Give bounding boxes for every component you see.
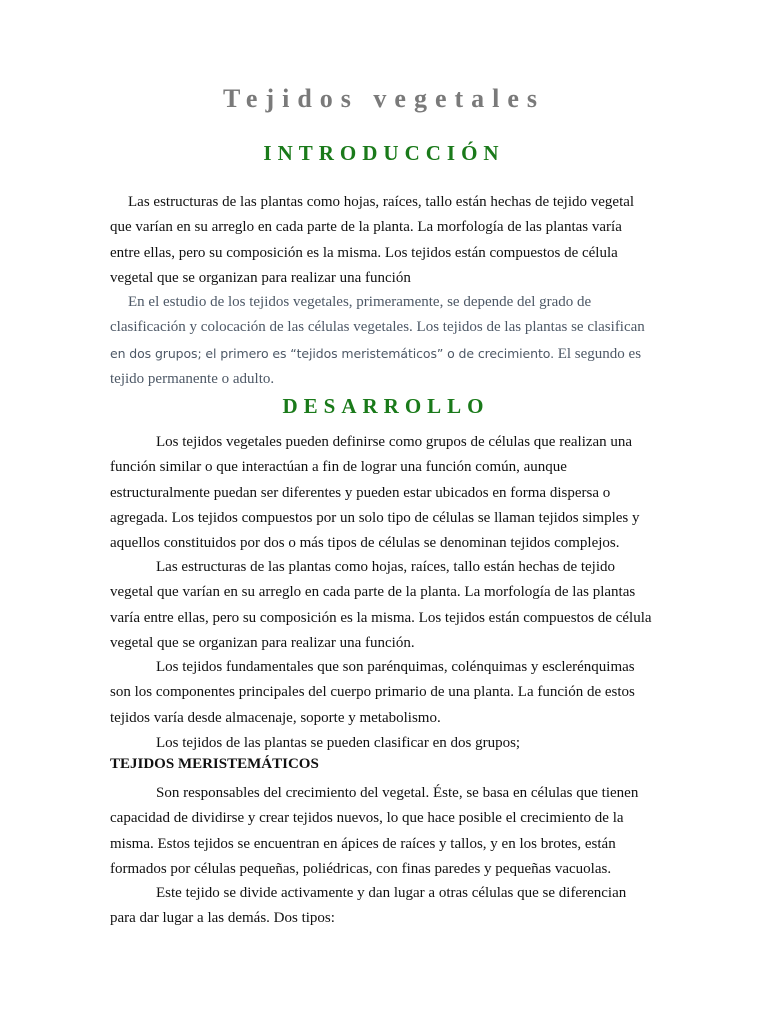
intro-paragraph-1: Las estructuras de las plantas como hojas, raíces, tallo están hechas de tejido vegetal que varían en su arreglo en cada parte de la planta. La morfología de las plantas varía entre ellas, pero su composición es la misma. Los tejidos están compuestos de célula vegetal que se organizan para realizar una función <box>110 194 635 286</box>
desarrollo-paragraph-2: Las estructuras de las plantas como hojas, raíces, tallo están hechas de tejido vegetal que varían en su arreglo en cada parte de la planta. La morfología de las plantas varía entre ellas, pero su composición es la misma. Los tejidos están compuestos de célula vegetal que se organizan para realizar una función. <box>110 559 652 651</box>
introduction-heading: INTRODUCCIÓN <box>263 141 505 165</box>
desarrollo-paragraph-1: Los tejidos vegetales pueden definirse como grupos de células que realizan una función similar o que interactúan a fin de lograr una función común, aunque estructuralmente puedan ser diferentes y pueden estar ubicados en forma dispersa o agregada. Los tejidos compuestos por un solo tipo de células se llaman tejidos simples y aquellos constituidos por dos o más tipos de células se denominan tejidos complejos. <box>110 434 640 552</box>
desarrollo-heading: DESARROLLO <box>282 394 490 418</box>
intro-paragraph-2-part-c: El segundo es tejido permanente o adulto. <box>110 345 642 387</box>
meristematic-paragraph-1: Son responsables del crecimiento del vegetal. Éste, se basa en células que tienen capacidad de dividirse y crear tejidos nuevos, lo que hace posible el crecimiento de la misma. Estos tejidos se encuentran en ápices de raíces y tallos, y en los brotes, están formados por células pequeñas, poliédricas, con finas paredes y pequeñas vacuolas. <box>110 785 639 877</box>
meristematic-subheading: TEJIDOS MERISTEMÁTICOS <box>110 756 319 772</box>
intro-paragraph-2-part-b: en dos grupos; el primero es “tejidos meristemáticos” o de crecimiento. <box>110 345 554 361</box>
document-title: Tejidos vegetales <box>222 84 546 113</box>
intro-paragraph-2 <box>110 290 655 392</box>
meristematic-paragraph-2: Este tejido se divide activamente y dan lugar a otras células que se diferencian para dar lugar a las demás. Dos tipos: <box>110 885 627 927</box>
intro-paragraph-2-part-a: En el estudio de los tejidos vegetales, primeramente, se depende del grado de clasificación y colocación de las células vegetales. Los tejidos de las plantas se clasifican <box>110 294 645 336</box>
desarrollo-paragraph-4: Los tejidos de las plantas se pueden clasificar en dos grupos; <box>156 735 521 751</box>
desarrollo-paragraph-3: Los tejidos fundamentales que son parénquimas, colénquimas y esclerénquimas son los componentes principales del cuerpo primario de una planta. La función de estos tejidos varía desde almacenaje, soporte y metabolismo. <box>110 659 635 726</box>
